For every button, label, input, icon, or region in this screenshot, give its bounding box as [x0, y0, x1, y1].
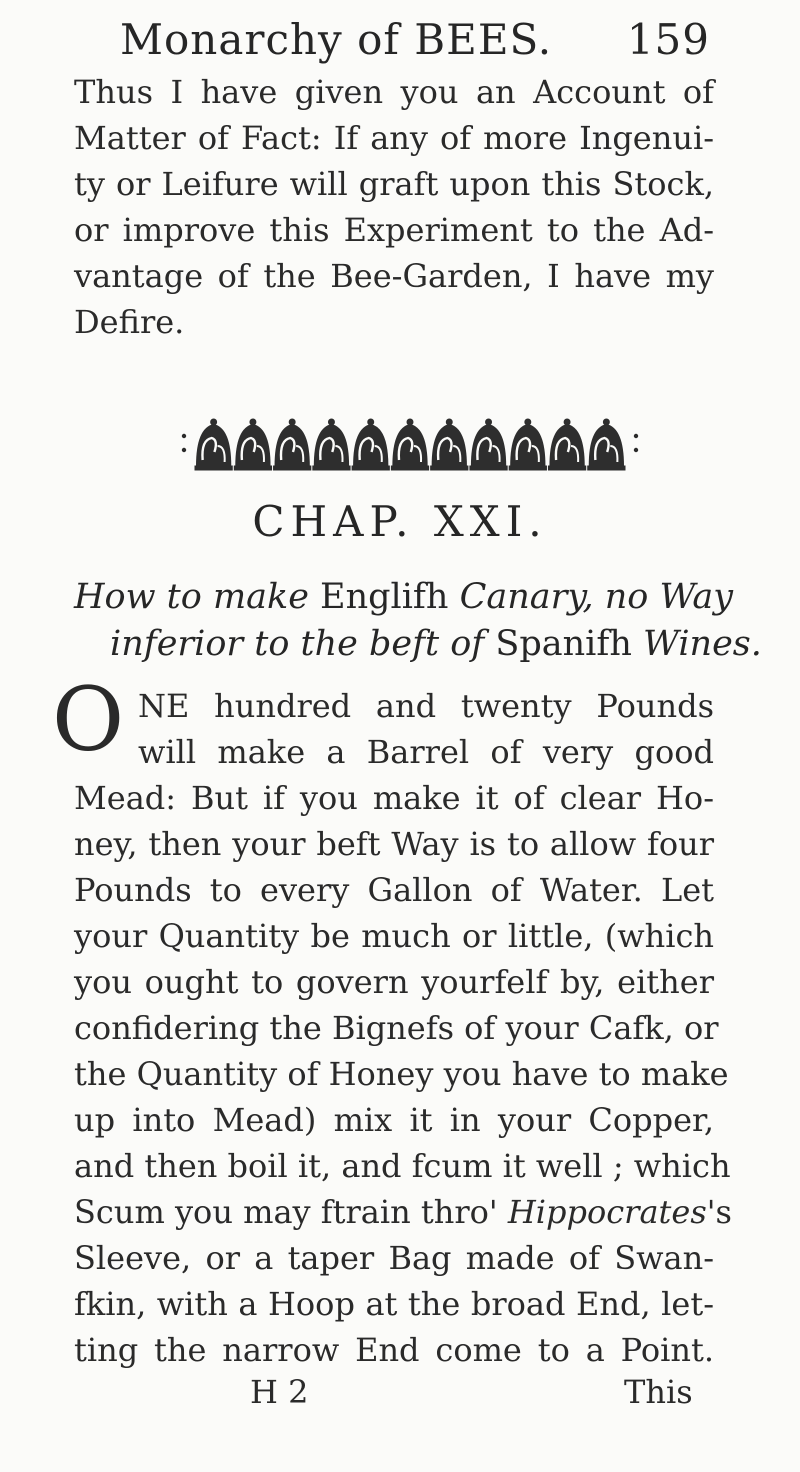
- ornament-piece: [352, 419, 389, 470]
- body-line-14: fkin, with a Hoop at the broad End, let-: [74, 1285, 714, 1323]
- ornament-piece: [431, 419, 468, 470]
- title-wines: Wines.: [643, 624, 762, 664]
- intro-line-5: vantage of the Bee-Garden, I have my: [74, 257, 714, 295]
- title-canary: Canary: [448, 577, 583, 617]
- title-english: Englifh: [320, 577, 449, 617]
- body-line-5: Pounds to every Gallon of Water. Let: [74, 871, 714, 909]
- ornament-piece: [470, 419, 507, 470]
- ornament-piece: [548, 419, 585, 470]
- ornament-piece: [509, 419, 546, 470]
- intro-line-6: Defire.: [74, 303, 185, 341]
- body-line-9: the Quantity of Honey you have to make: [74, 1055, 729, 1093]
- chapter-title-line-1: [74, 575, 733, 619]
- title-spanish: Spanifh: [484, 624, 643, 664]
- signature-mark: H 2: [250, 1373, 309, 1411]
- body-line-15: ting the narrow End come to a Point.: [74, 1331, 714, 1369]
- bee-skep-ornament-icon: [180, 410, 640, 474]
- ornament-piece: [588, 419, 625, 470]
- title-how-to-make: How to make: [74, 577, 321, 617]
- drop-cap: O: [52, 668, 125, 771]
- body-line-7: you ought to govern yourfelf by, either: [74, 963, 714, 1001]
- ornament-piece: [313, 419, 350, 470]
- intro-line-2: Matter of Fact: If any of more Ingenui-: [74, 119, 714, 157]
- body-line-12: [74, 1192, 732, 1232]
- body-line-4: ney, then your beft Way is to allow four: [74, 825, 714, 863]
- ornament-piece: [234, 419, 271, 470]
- page-number: 159: [626, 15, 710, 64]
- running-header: [120, 10, 710, 70]
- body-line-10: up into Mead) mix it in your Copper,: [74, 1101, 714, 1139]
- body-line-11: and then boil it, and fcum it well ; which: [74, 1147, 731, 1185]
- title-comma: ,: [582, 577, 605, 617]
- title-inferior: inferior to the beft: [110, 624, 451, 664]
- catchword: This: [624, 1373, 693, 1411]
- ornament-piece: [391, 419, 428, 470]
- chapter-title-line-2: [110, 622, 762, 666]
- title-of: of: [450, 624, 485, 664]
- ornament-piece: [274, 419, 311, 470]
- body-line-2: will make a Barrel of very good: [138, 733, 714, 771]
- intro-line-4: or improve this Experiment to the Ad-: [74, 211, 714, 249]
- hippo-italic: Hippocrates: [507, 1193, 707, 1231]
- intro-line-3: ty or Leifure will graft upon this Stock,: [74, 165, 714, 203]
- chapter-heading: CHAP. XXI.: [252, 497, 548, 546]
- hippo-after: 's: [706, 1193, 732, 1231]
- title-no-way: no Way: [604, 577, 734, 617]
- running-title: Monarchy of BEES.: [120, 15, 553, 64]
- body-line-1: NE hundred and twenty Pounds: [138, 687, 714, 725]
- hippo-before: Scum you may ftrain thro': [74, 1193, 508, 1231]
- body-line-13: Sleeve, or a taper Bag made of Swan-: [74, 1239, 714, 1277]
- intro-line-1: Thus I have given you an Account of: [74, 73, 714, 111]
- ornament-piece: [195, 419, 232, 470]
- body-line-8: confidering the Bignefs of your Cafk, or: [74, 1009, 719, 1047]
- body-line-3: Mead: But if you make it of clear Ho-: [74, 779, 714, 817]
- body-line-6: your Quantity be much or little, (which: [74, 917, 714, 955]
